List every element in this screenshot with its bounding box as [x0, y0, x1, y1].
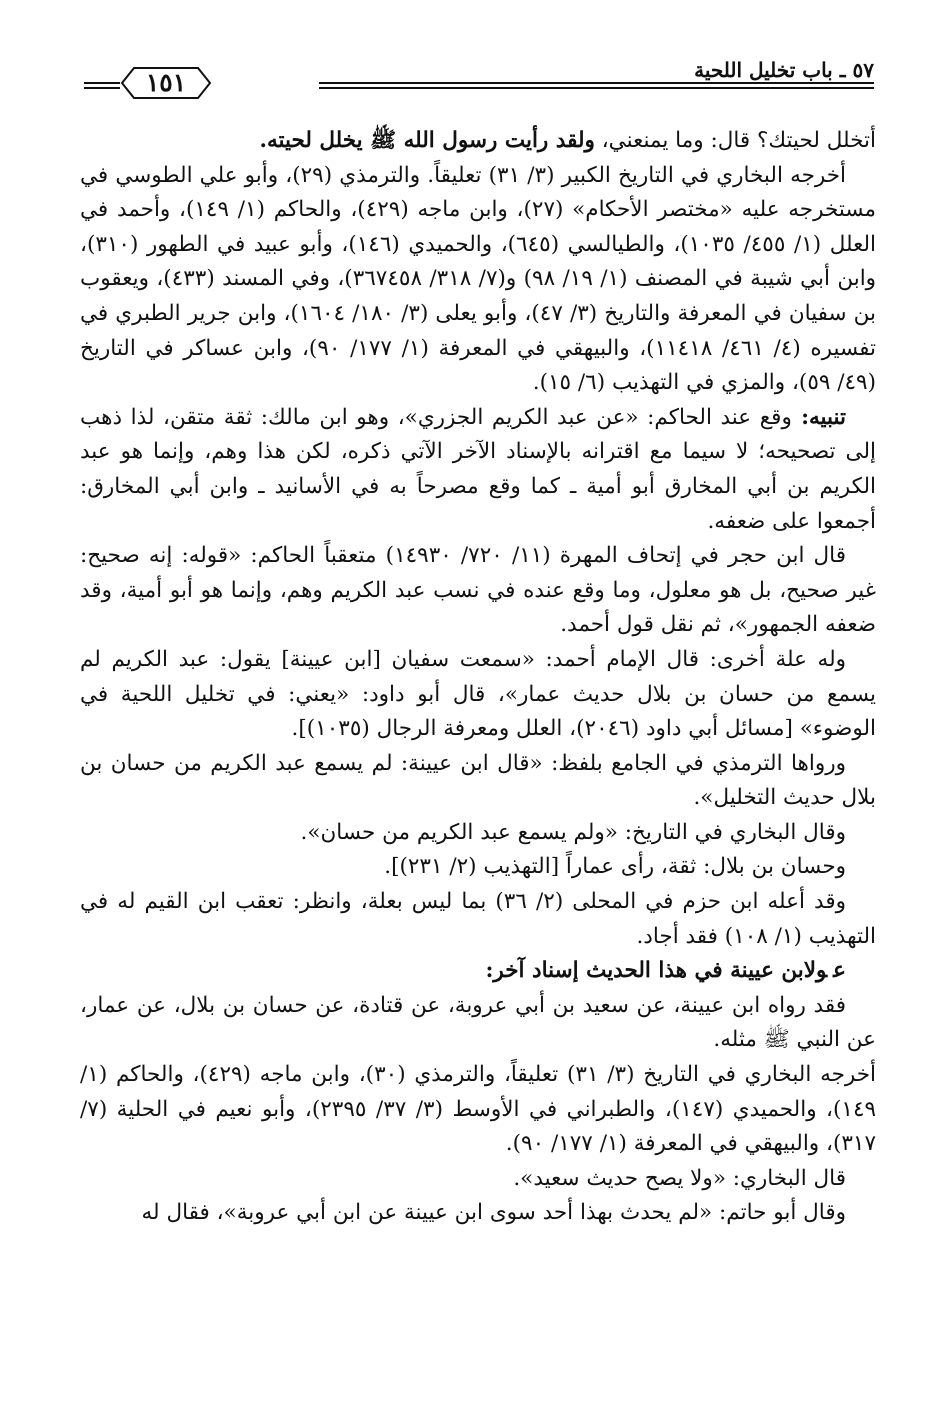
- chapter-title: ٥٧ ـ باب تخليل اللحية: [694, 58, 874, 82]
- paragraph: [80, 539, 876, 643]
- header-rule: [84, 87, 120, 89]
- paragraph: [80, 643, 876, 747]
- text-run: وله علة أخرى: قال الإمام أحمد: «سمعت سفيان [ابن عيينة] يقول: عبد الكريم لم يسمع من حسان بن بلال حديث عمار»، قال أبو داود: «يعني: في تخليل اللحية في الوضوء» [مسائل أبي داود (٢٠٤٦)، العلل ومعرفة الرجال (١٠٣٥)].: [80, 646, 876, 742]
- paragraph: [80, 747, 876, 816]
- emphasized-text: ولقد رأيت رسول الله ﷺ يخلل لحيته.: [259, 128, 595, 153]
- paragraph: [80, 1058, 876, 1162]
- paragraph: [80, 989, 876, 1058]
- text-run: وقال البخاري في التاريخ: «ولم يسمع عبد الكريم من حسان».: [300, 819, 846, 845]
- page-number-frame: [120, 66, 212, 100]
- paragraph: [80, 816, 876, 851]
- text-run: ورواها الترمذي في الجامع بلفظ: «قال ابن عيينة: لم يسمع عبد الكريم من حسان بن بلال حديث التخليل».: [80, 750, 876, 811]
- paragraph: [80, 159, 876, 401]
- paragraph: [80, 885, 876, 954]
- note-label: تنبيه:: [791, 404, 846, 430]
- paragraph: [80, 124, 876, 159]
- text-run: وقال أبو حاتم: «لم يحدث بهذا أحد سوى ابن عيينة عن ابن أبي عروبة»، فقال له: [141, 1200, 846, 1226]
- bullet-icon: ع: [833, 958, 846, 984]
- text-run: أتخلل لحيتك؟ قال: وما يمنعني،: [594, 128, 876, 153]
- text-run: وقد أعله ابن حزم في المحلى (٢/ ٣٦) بما ليس بعلة، وانظر: تعقب ابن القيم له في التهذيب (١/ ١٠٨) فقد أجاد.: [80, 889, 876, 949]
- text-run: وقع عند الحاكم: «عن عبد الكريم الجزري»، وهو ابن مالك: ثقة متقن، لذا ذهب إلى تصحيحه؛ لا سيما مع اقترانه بالإسناد الآخر الآتي ذكره، لكن هذا وهم، وإنما هو عبد الكريم بن أبي المخارق أبو أمية ـ كما وقع مصرحاً به في الأسانيد ـ وابن أبي المخارق: أجمعوا على ضعفه.: [80, 404, 876, 534]
- running-header: [84, 52, 874, 100]
- text-run: قال البخاري: «ولا يصح حديث سعيد».: [513, 1165, 846, 1191]
- subheading-text: ولابن عيينة في هذا الحديث إسناد آخر:: [485, 958, 828, 984]
- header-rule: [319, 87, 874, 89]
- header-rule: [84, 82, 120, 84]
- paragraph: [80, 1196, 876, 1231]
- paragraph: [80, 401, 876, 539]
- section-subheading: [80, 954, 876, 989]
- page-number: ١٥١: [145, 68, 187, 97]
- header-rule: [319, 82, 874, 84]
- text-run: فقد رواه ابن عيينة، عن سعيد بن أبي عروبة، عن قتادة، عن حسان بن بلال، عن عمار، عن النبي ﷺ مثله.: [80, 992, 876, 1053]
- text-run: قال ابن حجر في إتحاف المهرة (١١/ ٧٢٠/ ١٤٩٣٠) متعقباً الحاكم: «قوله: إنه صحيح: غير صحيح، بل هو معلول، وما وقع عنده في نسب عبد الكريم وهم، وإنما هو أبو أمية، وقد ضعفه الجمهور»، ثم نقل قول أحمد.: [80, 543, 876, 638]
- paragraph: [80, 1162, 876, 1197]
- text-run: وحسان بن بلال: ثقة، رأى عماراً [التهذيب (٢/ ٢٣١)].: [384, 854, 846, 880]
- text-run: أخرجه البخاري في التاريخ الكبير (٣/ ٣١) تعليقاً. والترمذي (٢٩)، وأبو علي الطوسي في مستخرجه عليه «مختصر الأحكام» (٢٧)، وابن ماجه (٤٢٩)، والحاكم (١/ ١٤٩)، وأحمد في العلل (١/ ٤٥٥/ ١٠٣٥)، والطيالسي (٦٤٥)، والحميدي (١٤٦)، وأبو عبيد في الطهور (٣١٠)، وابن أبي شيبة في المصنف (١/ ١٩/ ٩٨) و(٧/ ٣١٨/ ٣٦٧٤٥٨)، وفي المسند (٤٣٣)، ويعقوب بن سفيان في المعرفة والتاريخ (٣/ ٤٧)، وأبو يعلى (٣/ ١٨٠/ ١٦٠٤)، وابن جرير الطبري في تفسيره (٤/ ٤٦١/ ١١٤١٨)، والبيهقي في المعرفة (١/ ١٧٧/ ٩٠)، وابن عساكر في التاريخ (٤٩/ ٥٩)، والمزي في التهذيب (٦/ ١٥).: [80, 162, 877, 396]
- paragraph: [80, 850, 876, 885]
- text-run: أخرجه البخاري في التاريخ (٣/ ٣١) تعليقاً، والترمذي (٣٠)، وابن ماجه (٤٢٩)، والحاكم (١/ ١٤٩)، والحميدي (١٤٧)، والطبراني في الأوسط (٣/ ٣٧/ ٢٣٩٥)، وأبو نعيم في الحلية (٧/ ٣١٧)، والبيهقي في المعرفة (١/ ١٧٧/ ٩٠).: [80, 1062, 877, 1157]
- page-body: [80, 124, 876, 1231]
